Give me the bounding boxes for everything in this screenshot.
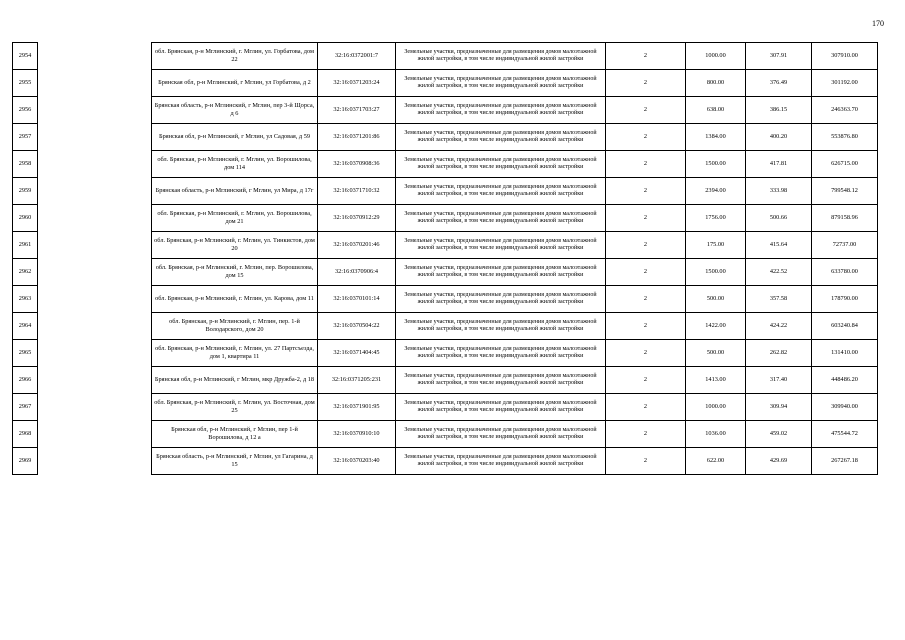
row-number-row [13, 232, 38, 259]
unit-price-cell: 429.69 [746, 448, 812, 475]
table-row [152, 259, 878, 286]
row-number-row [13, 178, 38, 205]
row-number-row [13, 367, 38, 394]
group-cell: 2 [606, 448, 686, 475]
address-cell: обл. Брянская, р-н Мглинский, г. Мглин, ул. Восточная, дом 25 [152, 394, 318, 421]
unit-price-cell: 500.66 [746, 205, 812, 232]
purpose-cell: Земельные участки, предназначенные для размещения домов малоэтажной жилой застройки, в том числе индивидуальной жилой застройки [396, 205, 606, 232]
address-cell: обл. Брянская, р-н Мглинский, г. Мглин, ул. Горбатова, дом 22 [152, 43, 318, 70]
group-cell: 2 [606, 43, 686, 70]
address-cell: Брянская обл, р-н Мглинский, г Мглин, ул Горбатова, д 2 [152, 70, 318, 97]
unit-price-cell: 386.15 [746, 97, 812, 124]
cadastral-cost-cell: 246363.70 [812, 97, 878, 124]
cadastral-number-cell: 32:16:0371205:231 [318, 367, 396, 394]
unit-price-cell: 317.40 [746, 367, 812, 394]
cadastral-number-cell: 32:16:0370201:46 [318, 232, 396, 259]
table-row [152, 124, 878, 151]
cadastral-number-cell: 32:16:0371201:86 [318, 124, 396, 151]
cadastral-number-cell: 32:16:0371203:24 [318, 70, 396, 97]
address-cell: Брянская область, р-н Мглинский, г Мглин, ул Мира, д 17г [152, 178, 318, 205]
group-cell: 2 [606, 259, 686, 286]
row-number-cell: 2966 [13, 367, 38, 394]
group-cell: 2 [606, 286, 686, 313]
cadastral-cost-cell: 603240.84 [812, 313, 878, 340]
address-cell: обл. Брянская, р-н Мглинский, г. Мглин, ул. Ворошилова, дом 21 [152, 205, 318, 232]
area-cell: 1000.00 [686, 394, 746, 421]
page-number: 170 [872, 19, 884, 28]
address-cell: Брянская обл, р-н Мглинский, г Мглин, пер 1-й Ворошилова, д 12 а [152, 421, 318, 448]
group-cell: 2 [606, 232, 686, 259]
row-number-row [13, 97, 38, 124]
row-number-row [13, 394, 38, 421]
row-number-cell: 2955 [13, 70, 38, 97]
unit-price-cell: 357.58 [746, 286, 812, 313]
address-cell: обл. Брянская, р-н Мглинский, г. Мглин, ул. Карова, дом 11 [152, 286, 318, 313]
group-cell: 2 [606, 367, 686, 394]
table-row [152, 448, 878, 475]
row-number-cell: 2968 [13, 421, 38, 448]
purpose-cell: Земельные участки, предназначенные для размещения домов малоэтажной жилой застройки, в том числе индивидуальной жилой застройки [396, 70, 606, 97]
row-number-cell: 2960 [13, 205, 38, 232]
unit-price-cell: 262.82 [746, 340, 812, 367]
group-cell: 2 [606, 340, 686, 367]
cadastral-number-cell: 32:16:0370906:4 [318, 259, 396, 286]
cadastral-number-cell: 32:16:0371703:27 [318, 97, 396, 124]
area-cell: 1000.00 [686, 43, 746, 70]
cadastral-number-cell: 32:16:0372001:7 [318, 43, 396, 70]
unit-price-cell: 400.20 [746, 124, 812, 151]
table-row [152, 43, 878, 70]
row-number-row [13, 286, 38, 313]
row-number-cell: 2954 [13, 43, 38, 70]
unit-price-cell: 424.22 [746, 313, 812, 340]
purpose-cell: Земельные участки, предназначенные для размещения домов малоэтажной жилой застройки, в том числе индивидуальной жилой застройки [396, 97, 606, 124]
unit-price-cell: 333.98 [746, 178, 812, 205]
group-cell: 2 [606, 205, 686, 232]
cadastral-cost-cell: 301192.00 [812, 70, 878, 97]
group-cell: 2 [606, 97, 686, 124]
area-cell: 1384.00 [686, 124, 746, 151]
address-cell: обл. Брянская, р-н Мглинский, г. Мглин, ул. Тинкистов, дом 20 [152, 232, 318, 259]
table-row [152, 367, 878, 394]
unit-price-cell: 309.94 [746, 394, 812, 421]
row-number-row [13, 340, 38, 367]
purpose-cell: Земельные участки, предназначенные для размещения домов малоэтажной жилой застройки, в том числе индивидуальной жилой застройки [396, 367, 606, 394]
row-number-cell: 2956 [13, 97, 38, 124]
group-cell: 2 [606, 124, 686, 151]
table-row [152, 97, 878, 124]
area-cell: 1500.00 [686, 151, 746, 178]
purpose-cell: Земельные участки, предназначенные для размещения домов малоэтажной жилой застройки, в том числе индивидуальной жилой застройки [396, 43, 606, 70]
purpose-cell: Земельные участки, предназначенные для размещения домов малоэтажной жилой застройки, в том числе индивидуальной жилой застройки [396, 286, 606, 313]
row-number-cell: 2957 [13, 124, 38, 151]
purpose-cell: Земельные участки, предназначенные для размещения домов малоэтажной жилой застройки, в том числе индивидуальной жилой застройки [396, 178, 606, 205]
purpose-cell: Земельные участки, предназначенные для размещения домов малоэтажной жилой застройки, в том числе индивидуальной жилой застройки [396, 151, 606, 178]
cadastral-cost-cell: 799548.12 [812, 178, 878, 205]
cadastral-cost-cell: 72737.00 [812, 232, 878, 259]
address-cell: Брянская обл, р-н Мглинский, г Мглин, мкр Дружба-2, д 18 [152, 367, 318, 394]
cadastral-number-cell: 32:16:0371710:32 [318, 178, 396, 205]
row-number-row [13, 259, 38, 286]
table-row [152, 151, 878, 178]
row-number-row [13, 151, 38, 178]
row-number-row [13, 43, 38, 70]
cadastral-number-cell: 32:16:0371901:95 [318, 394, 396, 421]
unit-price-cell: 307.91 [746, 43, 812, 70]
land-plots-table [151, 42, 878, 475]
area-cell: 1422.00 [686, 313, 746, 340]
cadastral-cost-cell: 879158.96 [812, 205, 878, 232]
row-number-row [13, 421, 38, 448]
purpose-cell: Земельные участки, предназначенные для размещения домов малоэтажной жилой застройки, в том числе индивидуальной жилой застройки [396, 313, 606, 340]
unit-price-cell: 376.49 [746, 70, 812, 97]
address-cell: обл. Брянская, р-н Мглинский, г. Мглин, пер. 1-й Володарского, дом 20 [152, 313, 318, 340]
area-cell: 1036.00 [686, 421, 746, 448]
table-row [152, 178, 878, 205]
row-number-cell: 2961 [13, 232, 38, 259]
purpose-cell: Земельные участки, предназначенные для размещения домов малоэтажной жилой застройки, в том числе индивидуальной жилой застройки [396, 124, 606, 151]
row-number-cell: 2959 [13, 178, 38, 205]
cadastral-number-cell: 32:16:0370101:14 [318, 286, 396, 313]
unit-price-cell: 415.64 [746, 232, 812, 259]
area-cell: 2394.00 [686, 178, 746, 205]
address-cell: Брянская область, р-н Мглинский, г Мглин, ул Гагарина, д 15 [152, 448, 318, 475]
cadastral-cost-cell: 309940.00 [812, 394, 878, 421]
cadastral-cost-cell: 475544.72 [812, 421, 878, 448]
area-cell: 1413.00 [686, 367, 746, 394]
area-cell: 1756.00 [686, 205, 746, 232]
area-cell: 638.00 [686, 97, 746, 124]
row-number-row [13, 448, 38, 475]
address-cell: обл. Брянская, р-н Мглинский, г. Мглин, ул. 27 Партсъезда, дом 1, квартира 11 [152, 340, 318, 367]
purpose-cell: Земельные участки, предназначенные для размещения домов малоэтажной жилой застройки, в том числе индивидуальной жилой застройки [396, 340, 606, 367]
table-row [152, 205, 878, 232]
cadastral-cost-cell: 633780.00 [812, 259, 878, 286]
purpose-cell: Земельные участки, предназначенные для размещения домов малоэтажной жилой застройки, в том числе индивидуальной жилой застройки [396, 232, 606, 259]
cadastral-cost-cell: 448486.20 [812, 367, 878, 394]
unit-price-cell: 459.02 [746, 421, 812, 448]
row-number-row [13, 124, 38, 151]
cadastral-cost-cell: 553876.80 [812, 124, 878, 151]
cadastral-cost-cell: 307910.00 [812, 43, 878, 70]
table-row [152, 232, 878, 259]
table-row [152, 340, 878, 367]
row-number-cell: 2967 [13, 394, 38, 421]
table-row [152, 70, 878, 97]
unit-price-cell: 422.52 [746, 259, 812, 286]
group-cell: 2 [606, 151, 686, 178]
group-cell: 2 [606, 178, 686, 205]
group-cell: 2 [606, 313, 686, 340]
cadastral-cost-cell: 178790.00 [812, 286, 878, 313]
address-cell: обл. Брянская, р-н Мглинский, г. Мглин, ул. Ворошилова, дом 114 [152, 151, 318, 178]
row-number-cell: 2963 [13, 286, 38, 313]
row-number-cell: 2964 [13, 313, 38, 340]
cadastral-cost-cell: 131410.00 [812, 340, 878, 367]
table-row [152, 394, 878, 421]
cadastral-number-cell: 32:16:0371404:45 [318, 340, 396, 367]
purpose-cell: Земельные участки, предназначенные для размещения домов малоэтажной жилой застройки, в том числе индивидуальной жилой застройки [396, 259, 606, 286]
cadastral-number-cell: 32:16:0370910:10 [318, 421, 396, 448]
address-cell: обл. Брянская, р-н Мглинский, г. Мглин, пер. Ворошилова, дом 15 [152, 259, 318, 286]
cadastral-cost-cell: 267267.18 [812, 448, 878, 475]
cadastral-number-cell: 32:16:0370908:36 [318, 151, 396, 178]
purpose-cell: Земельные участки, предназначенные для размещения домов малоэтажной жилой застройки, в том числе индивидуальной жилой застройки [396, 394, 606, 421]
area-cell: 800.00 [686, 70, 746, 97]
row-number-row [13, 313, 38, 340]
row-number-cell: 2958 [13, 151, 38, 178]
purpose-cell: Земельные участки, предназначенные для размещения домов малоэтажной жилой застройки, в том числе индивидуальной жилой застройки [396, 421, 606, 448]
cadastral-number-cell: 32:16:0370504:22 [318, 313, 396, 340]
address-cell: Брянская область, р-н Мглинский, г Мглин, пер 3-й Щорса, д 6 [152, 97, 318, 124]
area-cell: 500.00 [686, 340, 746, 367]
area-cell: 175.00 [686, 232, 746, 259]
row-number-cell: 2965 [13, 340, 38, 367]
cadastral-number-cell: 32:16:0370203:40 [318, 448, 396, 475]
row-number-cell: 2962 [13, 259, 38, 286]
group-cell: 2 [606, 70, 686, 97]
row-number-row [13, 70, 38, 97]
purpose-cell: Земельные участки, предназначенные для размещения домов малоэтажной жилой застройки, в том числе индивидуальной жилой застройки [396, 448, 606, 475]
area-cell: 500.00 [686, 286, 746, 313]
cadastral-cost-cell: 626715.00 [812, 151, 878, 178]
area-cell: 1500.00 [686, 259, 746, 286]
row-number-cell: 2969 [13, 448, 38, 475]
cadastral-number-cell: 32:16:0370912:29 [318, 205, 396, 232]
group-cell: 2 [606, 394, 686, 421]
table-row [152, 313, 878, 340]
address-cell: Брянская обл, р-н Мглинский, г Мглин, ул Садовая, д 59 [152, 124, 318, 151]
table-row [152, 286, 878, 313]
table-row [152, 421, 878, 448]
row-number-table [12, 42, 38, 475]
area-cell: 622.00 [686, 448, 746, 475]
row-number-row [13, 205, 38, 232]
group-cell: 2 [606, 421, 686, 448]
unit-price-cell: 417.81 [746, 151, 812, 178]
